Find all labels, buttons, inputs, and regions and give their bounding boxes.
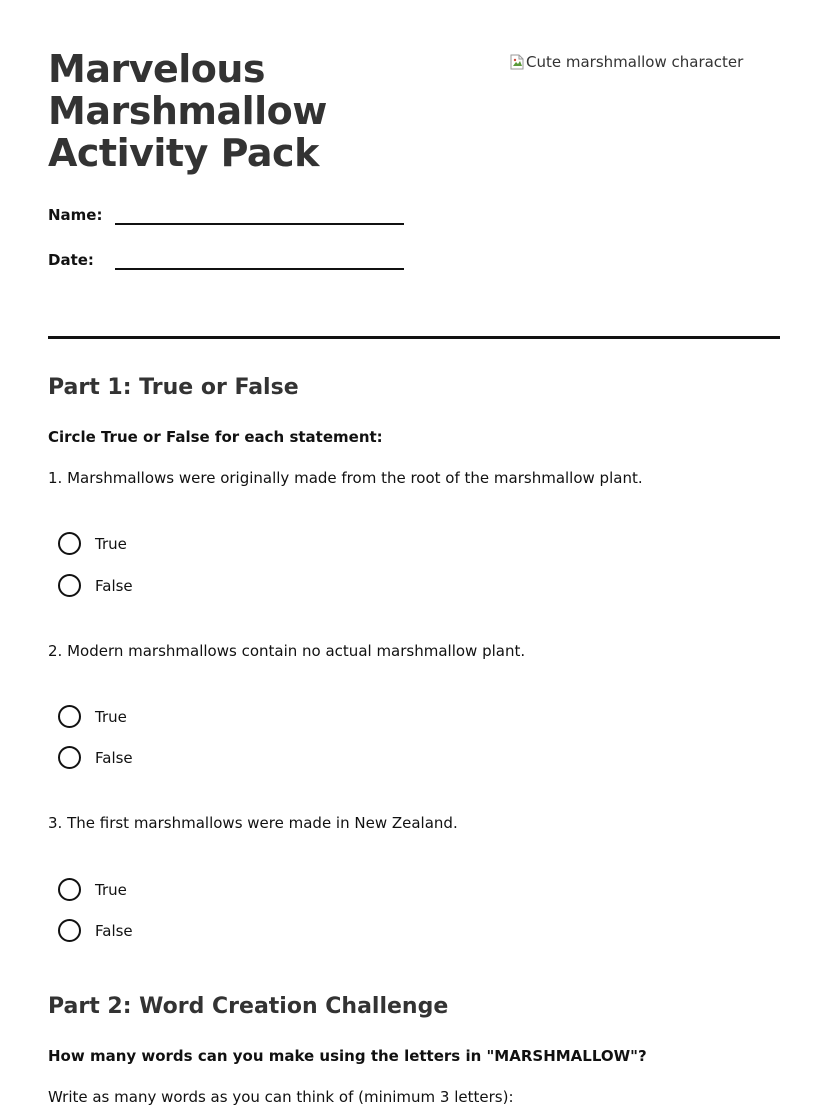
question-2-text: 2. Modern marshmallows contain no actual marshmallow plant. (48, 642, 526, 660)
part2-title: Part 2: Word Creation Challenge (48, 994, 449, 1019)
question-1-text: 1. Marshmallows were originally made from the root of the marshmallow plant. (48, 469, 643, 487)
radio-circle-icon[interactable] (58, 574, 81, 597)
part2-prompt: Write as many words as you can think of (minimum 3 letters): (48, 1088, 514, 1106)
question-3-option-true[interactable] (58, 878, 127, 901)
option-label: False (95, 748, 133, 767)
broken-image-icon (510, 54, 524, 70)
page-title: Marvelous Marshmallow Activity Pack (48, 47, 327, 175)
name-label: Name: (48, 206, 103, 224)
radio-circle-icon[interactable] (58, 705, 81, 728)
radio-circle-icon[interactable] (58, 532, 81, 555)
radio-circle-icon[interactable] (58, 746, 81, 769)
part1-instruction: Circle True or False for each statement: (48, 428, 383, 446)
question-2-option-true[interactable] (58, 705, 127, 728)
option-label: False (95, 921, 133, 940)
question-2-option-false[interactable] (58, 746, 133, 769)
option-label: True (95, 707, 127, 726)
header-divider (48, 336, 780, 339)
radio-circle-icon[interactable] (58, 919, 81, 942)
worksheet-header (48, 0, 780, 340)
option-label: True (95, 880, 127, 899)
option-label: True (95, 534, 127, 553)
date-field (48, 245, 404, 270)
question-1-option-false[interactable] (58, 574, 133, 597)
date-label: Date: (48, 251, 94, 269)
name-field (48, 200, 404, 225)
marshmallow-character-image (510, 48, 770, 76)
worksheet-page (48, 0, 780, 1106)
date-input-line[interactable] (115, 245, 404, 270)
question-1-option-true[interactable] (58, 532, 127, 555)
option-label: False (95, 576, 133, 595)
question-3-text: 3. The first marshmallows were made in New Zealand. (48, 814, 458, 832)
radio-circle-icon[interactable] (58, 878, 81, 901)
part1-title: Part 1: True or False (48, 375, 299, 400)
question-3-option-false[interactable] (58, 919, 133, 942)
image-alt-text: Cute marshmallow character (526, 53, 744, 71)
name-input-line[interactable] (115, 200, 404, 225)
part2-instruction: How many words can you make using the letters in "MARSHMALLOW"? (48, 1047, 647, 1065)
